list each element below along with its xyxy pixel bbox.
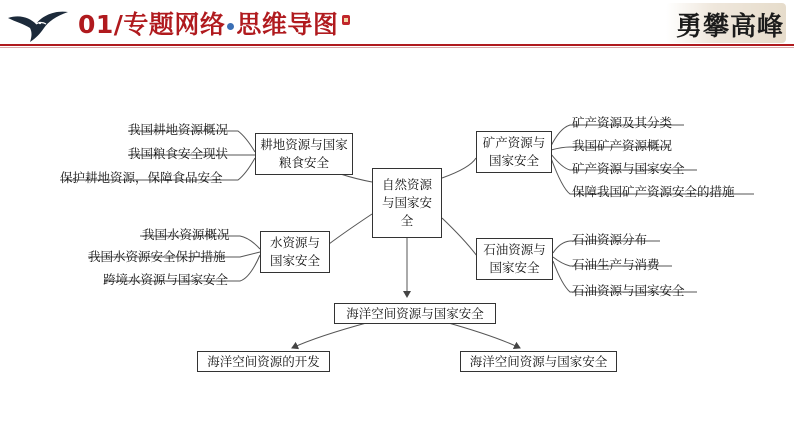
oil-item: 石油资源与国家安全 bbox=[572, 283, 685, 298]
mineral-item: 矿产资源与国家安全 bbox=[572, 161, 685, 176]
ocean-node bbox=[334, 303, 496, 324]
mineral-item: 保障我国矿产资源安全的措施 bbox=[572, 184, 735, 199]
water-label: 水资源与国家安全 bbox=[269, 235, 320, 268]
mineral-node bbox=[476, 131, 552, 173]
water-item: 我国水资源概况 bbox=[142, 227, 230, 242]
mineral-label: 矿产资源与国家安全 bbox=[482, 135, 546, 168]
ocean-label: 海洋空间资源与国家安全 bbox=[346, 305, 484, 321]
ocean-dev-label: 海洋空间资源的开发 bbox=[207, 353, 320, 369]
connector-center-water bbox=[329, 214, 372, 244]
oil-item: 石油生产与消费 bbox=[572, 257, 660, 272]
water-item: 跨境水资源与国家安全 bbox=[103, 272, 229, 287]
mineral-item: 我国矿产资源概况 bbox=[572, 138, 673, 153]
farmland-label: 耕地资源与国家粮食安全 bbox=[260, 137, 348, 170]
oil-node bbox=[476, 238, 553, 280]
oil-item: 石油资源分布 bbox=[572, 232, 648, 247]
farmland-item: 我国粮食安全现状 bbox=[128, 146, 229, 161]
connector-center-mineral bbox=[442, 158, 476, 178]
water-item: 我国水资源安全保护措施 bbox=[88, 249, 226, 264]
ocean-security-label: 海洋空间资源与国家安全 bbox=[469, 353, 608, 369]
title-suffix: 思维导图 bbox=[236, 10, 339, 39]
ocean-security-node bbox=[460, 351, 617, 372]
title-prefix: 01/专题网络 bbox=[78, 10, 226, 39]
farmland-item: 保护耕地资源，保障食品安全 bbox=[60, 170, 223, 185]
farmland-node bbox=[255, 133, 353, 175]
connector-ocean-dev bbox=[292, 322, 370, 348]
brand-text: 勇攀高峰 bbox=[676, 12, 785, 42]
oil-label: 石油资源与国家安全 bbox=[483, 242, 546, 275]
mineral-item: 矿产资源及其分类 bbox=[572, 115, 673, 130]
ocean-dev-node bbox=[197, 351, 330, 372]
connector-center-oil bbox=[442, 218, 477, 256]
center-node bbox=[372, 168, 442, 238]
farmland-item: 我国耕地资源概况 bbox=[128, 122, 229, 137]
water-node bbox=[260, 231, 330, 273]
center-label: 自然资源与国家安全 bbox=[381, 177, 432, 228]
connector-ocean-security bbox=[445, 322, 520, 348]
